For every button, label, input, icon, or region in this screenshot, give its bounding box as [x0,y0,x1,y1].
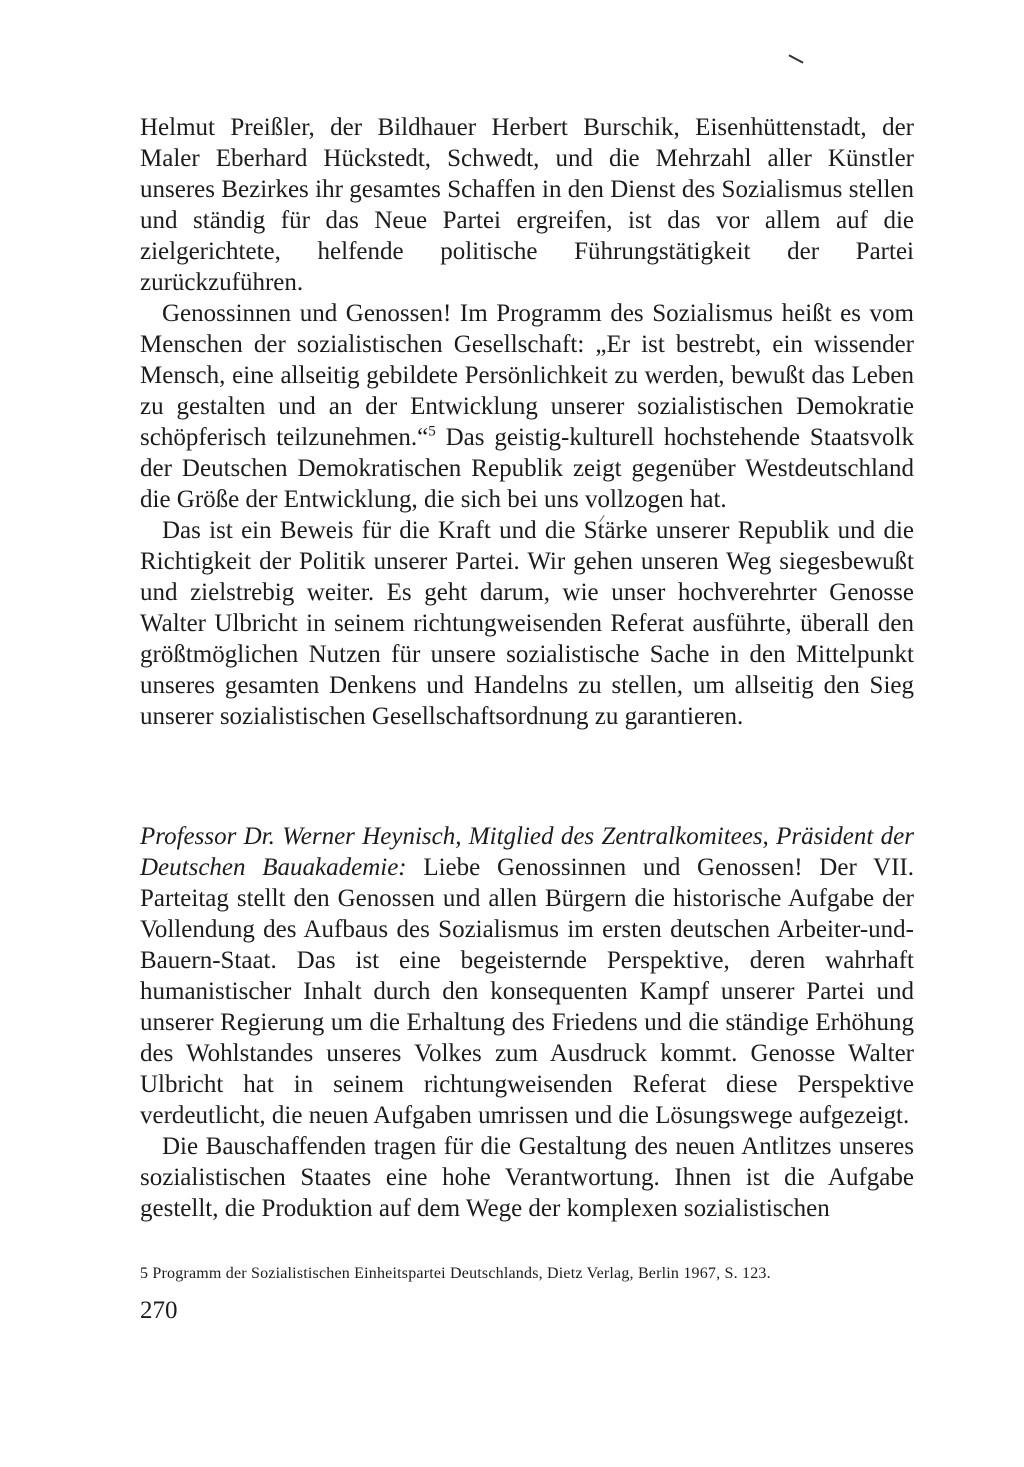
paragraph-4 [140,821,914,1131]
page-number: 270 [140,1297,178,1324]
body-text-upper [140,112,914,732]
paragraph-5: Die Bauschaffenden tragen für die Gestaltung des neuen Antlitzes unseres sozialistischen Staates eine hohe Verantwortung. Ihnen ist die Aufgabe gestellt, die Produktion auf dem Wege der komplexen sozialistischen [140,1133,914,1222]
paragraph-2 [140,298,914,515]
footnote: 5 Programm der Sozialistischen Einheitspartei Deutschlands, Dietz Verlag, Berlin 1967, S. 123. [140,1265,771,1282]
pencil-mark [788,54,803,63]
paragraph-1: Helmut Preißler, der Bildhauer Herbert Burschik, Eisenhüttenstadt, der Maler Eberhard Hückstedt, Schwedt, und die Mehrzahl aller Künstler unseres Bezirkes ihr gesamtes Schaffen in den Dienst des Sozialismus stellen und ständig für das Neue Partei ergreifen, ist das vor allem auf die zielgerichtete, helfende politische Führungstätigkeit der Partei zurückzuführen. [140,114,914,296]
speech-text: Liebe Genossinnen und Genossen! Der VII. Parteitag stellt den Genossen und allen Bürgern die historische Aufgabe der Vollendung des Aufbaus des Sozialismus im ersten deutschen Arbeiter-und-Bauern-Staat. Das ist eine begeisternde Perspektive, deren wahrhaft humanistischer Inhalt durch den konsequenten Kampf unserer Partei und unserer Regierung um die Erhaltung des Friedens und die ständige Erhöhung des Wohlstandes unseres Volkes zum Ausdruck kommt. Genosse Walter Ulbricht hat in seinem richtungweisenden Referat diese Perspektive verdeutlicht, die neuen Aufgaben umrissen und die Lösungswege aufgezeigt. [140,854,914,1129]
paragraph-2-text-continued: Das geistig-kulturell hochstehende Staatsvolk der Deutschen Demokratischen Republik zeigt gegenüber Westdeutschland die Größe der Entwicklung, die sich bei uns vollzogen hat. [140,424,915,513]
body-text-lower [140,821,914,1224]
paragraph-3: Das ist ein Beweis für die Kraft und die Stärke unserer Republik und die Richtigkeit der Politik unserer Partei. Wir gehen unseren Weg siegesbewußt und zielstrebig weiter. Es geht darum, wie unser hochverehrter Genosse Walter Ulbricht in seinem richtungweisenden Referat ausführte, überall den größtmöglichen Nutzen für unsere sozialistische Sache in den Mittelpunkt unseres gesamten Denkens und Handelns zu stellen, um allseitig den Sieg unserer sozialistischen Gesellschaftsordnung zu garantieren. [140,517,914,730]
paragraph-2-text: Genossinnen und Genossen! Im Programm des Sozialismus heißt es vom Menschen der sozialistischen Gesellschaft: „Er ist bestrebt, ein wissender Mensch, eine allseitig gebildete Persönlichkeit zu werden, bewußt das Leben zu gestalten und an der Entwicklung unserer sozialistischen Demokratie schöpferisch teilzunehmen.“ [140,300,914,451]
footnote-reference: 5 [428,423,436,440]
speaker-name: Professor Dr. Werner Heynisch, Mitglied des Zentralkomitees, Präsident der Deutschen Bauakademie: [140,823,914,881]
